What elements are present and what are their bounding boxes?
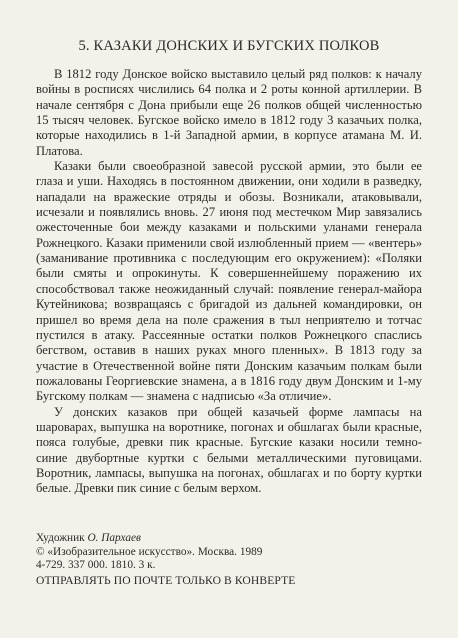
artist-credit	[36, 532, 422, 546]
artist-name: О. Пархаев	[87, 532, 141, 544]
artist-label: Художник	[36, 532, 85, 544]
imprint-block	[36, 532, 422, 573]
print-code: 4-729. 337 000. 1810. 3 к.	[36, 559, 156, 571]
paragraph-3: У донских казаков при общей казачьей форме лампасы на шароварах, выпушка на воротнике, погонах и обшлагах были красные, пояса голубые, древки пик красные. Бугские казаки носили темно-синие двубортные куртки с белыми металлическими пуговицами. Воротник, лампасы, выпушка на погонах, обшлагах и по борту куртки белые. Древки пик синие с белым верхом.	[36, 404, 422, 496]
mailing-instruction: ОТПРАВЛЯТЬ ПО ПОЧТЕ ТОЛЬКО В КОНВЕРТЕ	[36, 574, 296, 587]
publisher-line: © «Изобразительное искусство». Москва. 1989	[36, 545, 263, 558]
paragraph-2: Казаки были своеобразной завесой русской армии, это были ее глаза и уши. Находясь в постоянном движении, они ходили в разведку, нападали на вражеские отряды и обозы. Возникали, атаковывали, исчезали и появлялись вновь. 27 июня под местечком Мир завязались ожесточенные бои между казаками и польскими уланами генерала Рожнецкого. Казаки применили свой излюбленный прием — «вентерь» (заманивание противника с последующим его окружением): «Поляки были смяты и опрокинуты. К совершеннейшему поражению их способствовал также неожиданный случай: появление генерал-майора Кутейникова; возвращаясь с бригадой из дальней командировки, он пришел во время дела на поле сражения в тыл неприятелю и тотчас пустился в атаку. Рассеянные остатки полков Рожнецкого спаслись бегством, оставив в наших руках много пленных». В 1813 году за участие в Отечественной войне пяти Донским казачьим полкам были пожалованы Георгиевские знамена, а в 1816 году двум Донским и 1-му Бугскому полкам — знамена с надписью «За отличие».	[36, 159, 422, 404]
paragraph-1: В 1812 году Донское войско выставило целый ряд полков: к началу войны в росписях числились 64 полка и 2 роты конной артиллерии. В начале сентября с Дона прибыли еще 26 полков общей численностью 15 тысяч человек. Бугское войско имело в 1812 году 3 казачьих полка, которые находились в 1-й Западной армии, в корпусе атамана М. И. Платова.	[36, 67, 422, 158]
page-title: 5. КАЗАКИ ДОНСКИХ И БУГСКИХ ПОЛКОВ	[78, 38, 380, 54]
article-body	[36, 67, 422, 497]
